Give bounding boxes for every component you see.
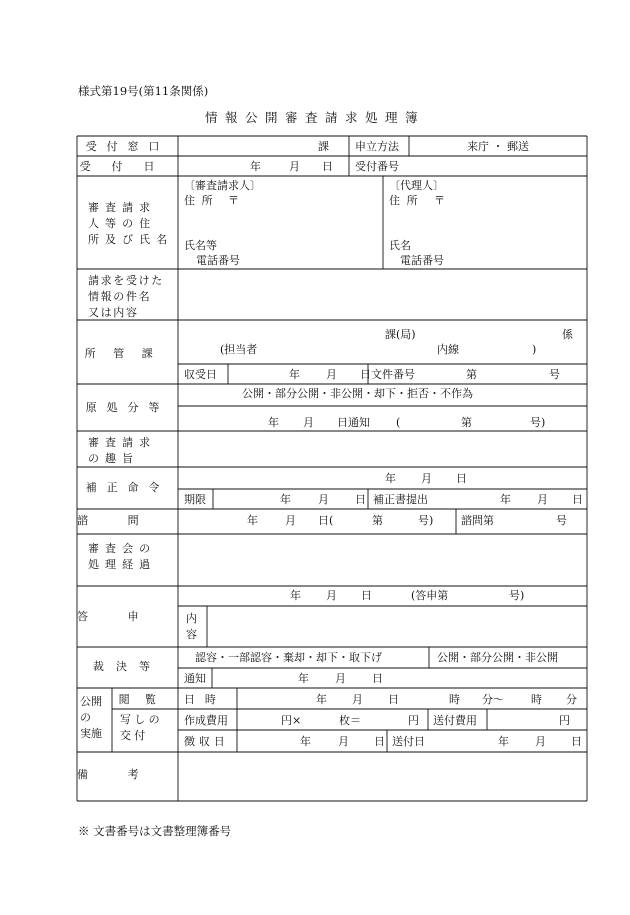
form-cell-text: 送付日 [392,735,425,748]
form-cell-text: 年 [298,672,309,685]
form-cell-text: 年 [385,472,396,485]
form-cell-text: 文件番号 [371,368,415,381]
form-cell-text: 号) [509,589,525,602]
form-cell-text: 申立方法 [355,140,399,153]
form-cell-text: (担当者 [220,343,258,356]
label-purpose: 審査請求 の趣旨 [88,436,157,465]
label-disclosure: 公開 の 実施 [80,695,102,740]
form-cell-text: 〔代理人〕 [389,179,444,192]
label-subject: 請求を受けた 情報の件名 又は内容 [88,274,164,319]
label-correction: 補正命令 [85,481,170,494]
page-title: 情報公開審査請求処理簿 [204,110,425,125]
form-cell-text: 日 [571,735,582,748]
label-copy: 写しの 交付 [120,713,163,742]
form-cell-text: 年 [300,735,311,748]
form-cell-text: 補正書提出 [373,493,428,506]
form-cell-text: 住所 [389,194,425,207]
label-person: 審査請求 人等の住 所及び氏名 [88,201,174,246]
label-window: 受付窓口 [85,140,170,153]
form-cell-text: 課(局) [385,328,416,341]
form-cell-text: 住所 [184,194,220,207]
form-cell-text: 月 [352,693,363,706]
form-cell-text: 円 [408,714,419,727]
form-cell-text: 日通知 [337,416,370,429]
footer-note: ※ 文書番号は文書整理簿番号 [78,824,232,838]
form-cell-text: 日 [456,472,467,485]
label-answer: 答申 [77,610,179,623]
form-cell-text: 来庁 ・ 郵送 [467,140,529,153]
form-cell-text: 電話番号 [400,254,444,267]
label-ruling: 裁決等 [92,660,163,673]
form-cell-text: 日 [372,672,383,685]
form-cell-text: 日 [374,735,385,748]
form-cell-text: 号 [556,514,567,527]
label-consult: 諮問 [77,514,179,527]
form-cell-text: 作成費用 [184,714,228,727]
form-cell-text: 時 [449,693,460,706]
form-cell-text: 係 [562,328,573,341]
form-cell-text: 送付費用 [433,714,477,727]
form-cell-text: 号 [549,368,560,381]
form-cell-text: 諮問第 [461,514,494,527]
form-cell-text: 徴収日 [184,735,229,748]
form-cell-text: 年 [290,589,301,602]
form-cell-text: 日 [572,493,583,506]
form-cell-text: 第 [466,368,477,381]
form-cell-text: 〔審査請求人〕 [184,179,261,192]
form-cell-text: 日 [322,160,333,173]
form-cell-text: 月 [537,493,548,506]
label-department: 所管課 [84,347,171,360]
form-cell-text: 〒 [228,194,239,207]
label-date: 受付日 [79,160,176,173]
form-cell-text: 月 [318,493,329,506]
form-cell-text: 月 [326,368,337,381]
form-cell-text: 電話番号 [196,254,240,267]
form-cell-text: 号) [418,514,434,527]
form-cell-text: 時 [531,693,542,706]
form-cell-text: 日 [388,693,399,706]
form-cell-text: 第 [372,514,383,527]
label-remarks: 備考 [77,768,179,781]
form-cell-text: 日 [355,493,366,506]
form-cell-text: (答申第 [411,589,449,602]
form-cell-text: 月 [289,160,300,173]
label-process: 審査会の 処理経過 [88,542,157,571]
form-cell-text: 年 [247,514,258,527]
form-cell-text: 月 [338,735,349,748]
form-cell-text: 年 [280,493,291,506]
form-cell-text: 分 [566,693,577,706]
label-original: 原処分等 [85,401,170,414]
form-cell-text: 年 [316,693,327,706]
form-cell-text: 円× [281,714,302,727]
form-cell-text: 氏名 [389,239,411,252]
form-cell-text: 第 [461,416,472,429]
form-cell-text: 日 [360,368,371,381]
form-cell-text: 日( [318,514,334,527]
form-cell-text: 〒 [434,194,445,207]
form-cell-text: 課 [318,140,329,153]
label-view: 閲覧 [118,693,172,706]
form-cell-text: 公開・部分公開・非公開・却下・拒否・不作為 [242,387,473,400]
form-cell-text: 氏名等 [184,239,217,252]
form-cell-text: 号) [530,416,546,429]
form-cell-text: 月 [421,472,432,485]
form-cell-text: 年 [250,160,261,173]
form-cell-text: ) [532,343,537,356]
form-cell-text: 年 [498,735,509,748]
form-cell-text: ( [396,416,401,429]
form-cell-text: 内線 [437,343,459,356]
form-cell-text: 公開・部分公開・非公開 [437,651,558,664]
form-cell-text: 円 [559,714,570,727]
form-cell-text: 年 [500,493,511,506]
form-cell-text: 通知 [184,672,206,685]
form-cell-text: 収受日 [184,368,217,381]
form-cell-text: 受付番号 [355,160,399,173]
form-cell-text: 年 [289,368,300,381]
form-cell-text: 月 [326,589,337,602]
form-cell-text: 月 [335,672,346,685]
form-number: 様式第19号(第11条関係) [78,84,209,98]
label-content: 内 容 [186,612,197,641]
form-cell-text: 分〜 [482,693,504,706]
form-cell-text: 期限 [184,493,206,506]
form-cell-text: 枚＝ [339,714,361,727]
form-cell-text: 認容・一部認容・棄却・却下・取下げ [195,651,382,664]
form-cell-text: 月 [535,735,546,748]
form-cell-text: 日 [361,589,372,602]
form-cell-text: 月 [303,416,314,429]
form-cell-text: 月 [285,514,296,527]
form-cell-text: 年 [268,416,279,429]
form-cell-text: 日時 [184,693,226,706]
